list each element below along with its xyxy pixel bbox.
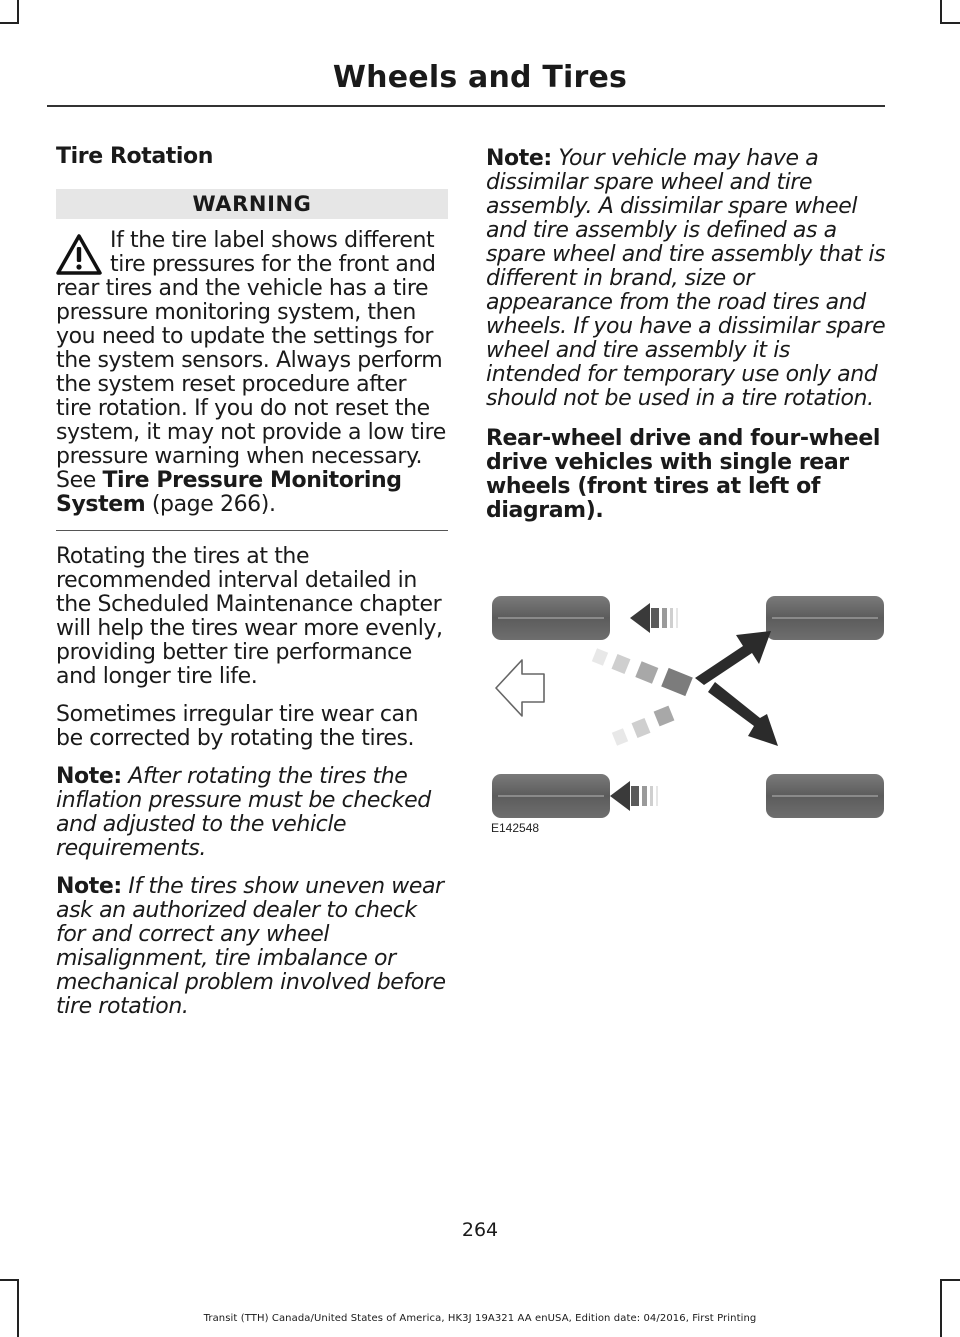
warning-triangle-icon [56,233,102,275]
warning-box [56,189,448,531]
crop-mark [0,1279,19,1281]
crop-mark [940,0,942,24]
warning-body [56,229,448,517]
crop-mark [17,0,19,24]
page-number: 264 [461,1219,499,1241]
outline-arrow-left-icon [496,660,544,716]
page-reference: (page 266). [145,492,276,517]
diagonal-trail-lower [612,706,675,746]
tire-front-right [492,774,610,818]
paragraph: Sometimes irregular tire wear can be corrected by rotating the tires. [56,702,419,751]
note-label: Note: [56,764,122,789]
arrow-rear-to-front-bottom [610,781,658,811]
xref-link[interactable]: Tire Pressure Monitoring System [56,468,402,517]
tire-rear-right [766,774,884,818]
diagram-heading: Rear-wheel drive and four-wheel drive vehicles with single rear wheels (front tires at left of diagram). [486,426,880,523]
diagonal-trail-upper [592,648,693,696]
page-header-title: Wheels and Tires [332,60,628,95]
crop-mark [940,22,960,24]
warning-divider [56,530,448,531]
note-text: If the tires show uneven wear ask an authorized dealer to check for and correct any wheel misalignment, tire imbalance or mechanical problem involved before tire rotation. [56,874,446,1019]
paragraph: Rotating the tires at the recommended interval detailed in the Scheduled Maintenance chapter will help the tires wear more evenly, providing better tire performance and longer tire life. [56,544,443,689]
note-label: Note: [486,146,552,171]
note-text: After rotating the tires the inflation pressure must be checked and adjusted to the vehicle requirements. [56,764,431,861]
crop-mark [940,1279,960,1281]
diagram-id: E142548 [491,821,540,835]
note [486,147,886,411]
left-column [56,145,448,1033]
crop-mark [0,22,19,24]
section-title: Tire Rotation [56,144,214,169]
crop-mark [940,1279,942,1337]
tire-rear-left [766,596,884,640]
warning-text: If the tire label shows different tire pressures for the front and rear tires and the vehicle has a tire pressure monitoring system, then you need to update the settings for the system sensors. Always perform the system reset procedure after tire rotation. If you do not reset the system, it may not provide a low tire pressure warning when necessary. See [56,228,446,493]
right-column [486,147,886,523]
page-footer: Transit (TTH) Canada/United States of America, HK3J 19A321 AA enUSA, Edition date: 04/2016, First Printing [203,1313,757,1324]
warning-heading: WARNING [56,189,448,219]
arrow-front-to-rear-diagonal-up [695,631,771,685]
header-divider [47,105,885,107]
note [56,765,448,861]
arrow-front-to-rear-diagonal-down [708,682,778,746]
tire-front-left [492,596,610,640]
tire-rotation-diagram [486,588,886,838]
note [56,875,448,1019]
note-label: Note: [56,874,122,899]
crop-mark [17,1279,19,1337]
arrow-rear-to-front-top [630,603,678,633]
note-text: Your vehicle may have a dissimilar spare wheel and tire assembly. A dissimilar spare wheel and tire assembly is defined as a spare wheel and tire assembly that is different in brand, size or appearance from the road tires and wheels. If you have a dissimilar spare wheel and tire assembly it is intended for temporary use only and should not be used in a tire rotation. [486,146,886,411]
